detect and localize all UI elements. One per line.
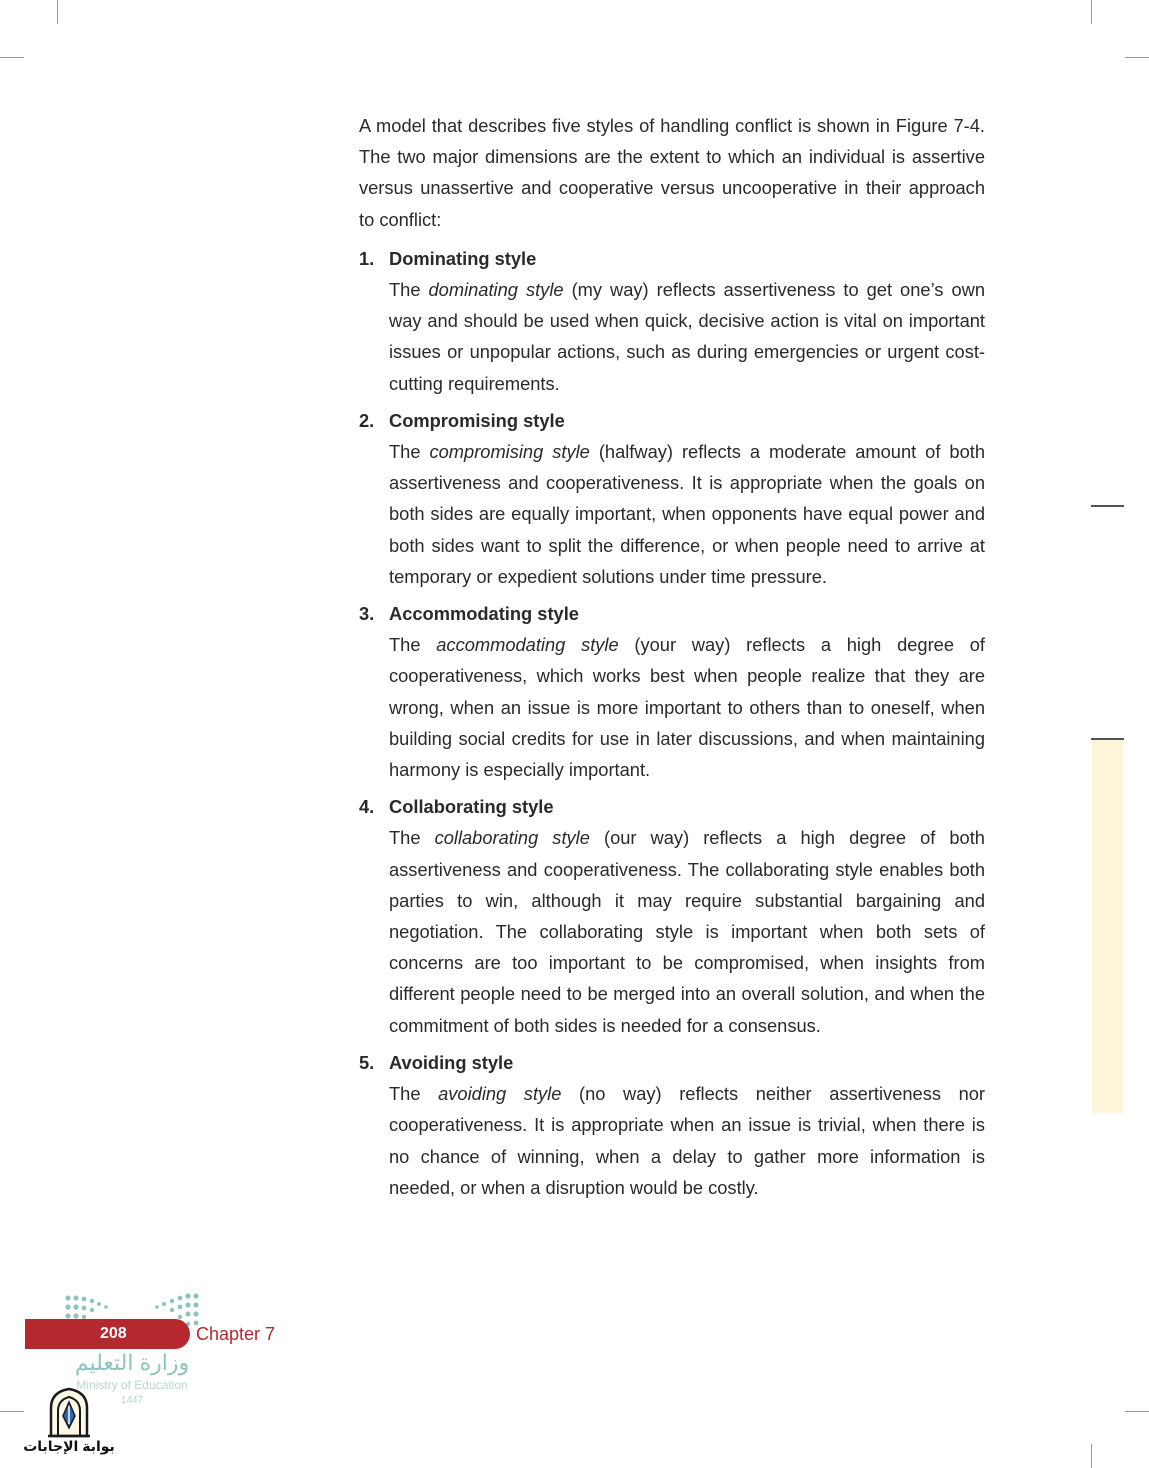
item-body bbox=[389, 1078, 985, 1203]
item-body bbox=[389, 822, 985, 1040]
item-number: 2. bbox=[359, 409, 375, 431]
item-term: avoiding style bbox=[438, 1083, 562, 1105]
conflict-styles-list bbox=[359, 243, 985, 1203]
list-item bbox=[359, 1047, 985, 1203]
item-title: Accommodating style bbox=[389, 603, 579, 625]
item-body-prefix: The bbox=[389, 827, 435, 849]
crop-mark bbox=[1125, 57, 1149, 58]
item-number: 1. bbox=[359, 247, 375, 269]
item-title: Collaborating style bbox=[389, 796, 554, 818]
crop-mark bbox=[0, 1411, 24, 1412]
item-title: Avoiding style bbox=[389, 1051, 514, 1073]
crop-mark bbox=[1091, 505, 1124, 507]
item-body-text: (halfway) reflects a moderate amount of both assertiveness and cooperativeness. It is appropriate when the goals on both sides are equally important, when opponents have equal power and both sides want to split the difference, or when people need to arrive at temporary or expedient solutions under time pressure. bbox=[389, 441, 985, 587]
item-term: dominating style bbox=[428, 279, 564, 301]
crop-mark bbox=[1125, 1411, 1149, 1412]
list-item bbox=[359, 405, 985, 592]
crop-mark bbox=[57, 0, 58, 24]
item-body-prefix: The bbox=[389, 441, 430, 463]
intro-paragraph: A model that describes five styles of handling conflict is shown in Figure 7-4. The two major dimensions are the extent to which an individual is assertive versus unassertive and cooperative versus uncooperative in their approach to conflict: bbox=[359, 115, 985, 230]
item-term: collaborating style bbox=[434, 827, 590, 849]
crop-mark bbox=[1091, 0, 1092, 24]
answers-gate-label: بوابة الإجابات bbox=[23, 1438, 115, 1454]
item-body-text: (my way) reflects assertiveness to get one’s own way and should be used when quick, decisive action is vital on important issues or unpopular actions, such as during emergencies or urgent cost-cutting requirements. bbox=[389, 279, 985, 394]
item-heading bbox=[359, 791, 985, 822]
page-content bbox=[359, 110, 985, 1209]
item-body-prefix: The bbox=[389, 1083, 439, 1105]
item-body-prefix: The bbox=[389, 279, 429, 301]
item-body bbox=[389, 629, 985, 785]
list-item bbox=[359, 791, 985, 1041]
item-body bbox=[389, 274, 985, 399]
crop-mark bbox=[1091, 1444, 1092, 1468]
page-number: 208 bbox=[100, 1325, 127, 1342]
item-body-prefix: The bbox=[389, 634, 437, 656]
item-body-text: (your way) reflects a high degree of cooperativeness, which works best when people realize that they are wrong, when an issue is more important to others than to oneself, when building social credits for use in later discussions, and when maintaining harmony is especially important. bbox=[389, 634, 985, 781]
item-number: 3. bbox=[359, 603, 375, 625]
side-color-band bbox=[1092, 740, 1123, 1113]
crop-mark bbox=[0, 57, 24, 58]
item-term: accommodating style bbox=[436, 634, 619, 656]
item-body-text: (our way) reflects a high degree of both assertiveness and cooperativeness. The collaborating style enables both parties to win, although it may require substantial bargaining and negotiation. The collaborating style is important when both sets of concerns are too important to be compromised, when insights from different people need to be merged into an overall solution, and when the commitment of both sides is needed for a consensus. bbox=[389, 827, 985, 1036]
item-body bbox=[389, 436, 985, 592]
item-heading bbox=[359, 243, 985, 274]
item-heading bbox=[359, 1047, 985, 1078]
ministry-name-arabic: وزارة التعليم bbox=[74, 1350, 190, 1375]
list-item bbox=[359, 243, 985, 399]
item-title: Compromising style bbox=[389, 409, 565, 431]
list-item bbox=[359, 598, 985, 785]
ministry-name-english: Ministry of Education bbox=[76, 1378, 188, 1392]
item-heading bbox=[359, 405, 985, 436]
item-number: 4. bbox=[359, 796, 375, 818]
answers-gate-logo-icon bbox=[46, 1386, 92, 1438]
chapter-label: Chapter 7 bbox=[196, 1324, 276, 1344]
item-term: compromising style bbox=[429, 441, 590, 463]
ministry-year: 1447 bbox=[120, 1395, 144, 1406]
item-title: Dominating style bbox=[389, 247, 537, 269]
item-number: 5. bbox=[359, 1051, 375, 1073]
item-body-text: (no way) reflects neither assertiveness nor cooperativeness. It is appropriate when an issue is trivial, when there is no chance of winning, when a delay to gather more information is needed, or when a disruption would be costly. bbox=[389, 1083, 985, 1198]
item-heading bbox=[359, 598, 985, 629]
